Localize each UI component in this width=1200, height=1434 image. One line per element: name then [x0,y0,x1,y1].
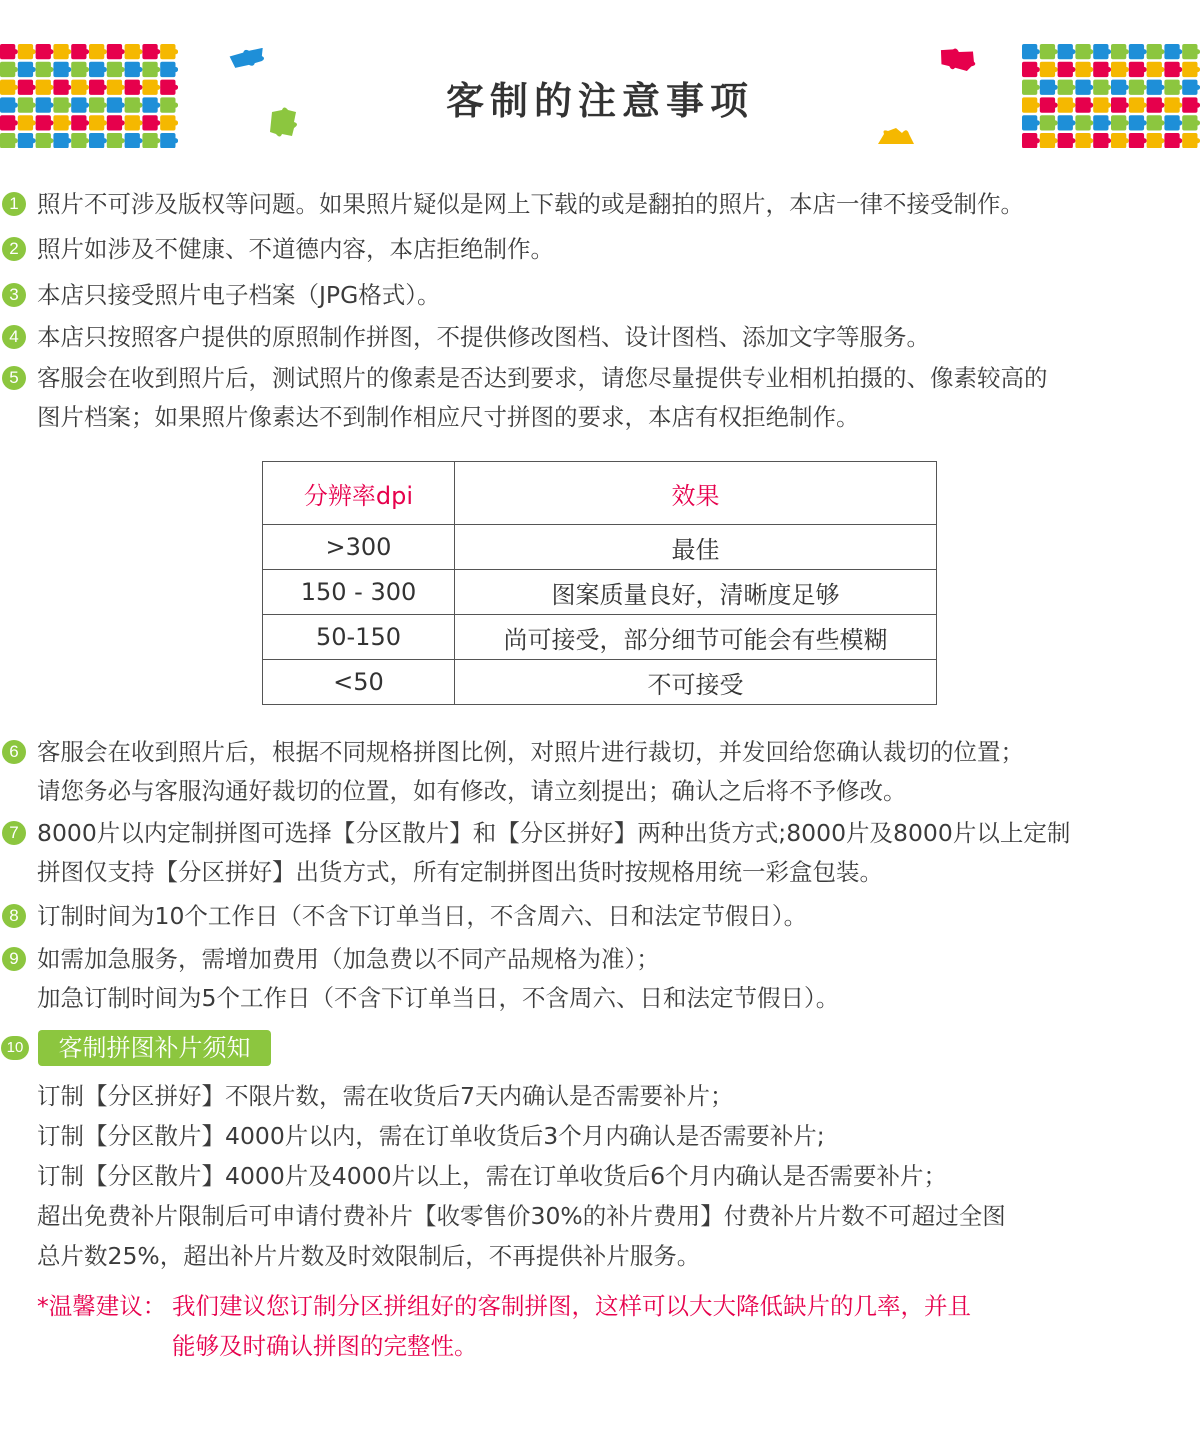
puzzle-knob [1035,138,1040,143]
number-badge: 1 [2,192,26,216]
cell-effect: 不可接受 [455,660,937,705]
puzzle-knob [1035,49,1040,54]
header-resolution: 分辨率dpi [263,462,455,525]
cell-effect: 尚可接受，部分细节可能会有些模糊 [455,615,937,660]
cell-effect: 图案质量良好，清晰度足够 [455,570,937,615]
notice-text: 照片如涉及不健康、不道德内容，本店拒绝制作。 [37,235,554,263]
puzzle-knob [1195,138,1200,143]
table-row [263,525,937,570]
puzzle-knob [173,138,178,143]
puzzle-knob [1070,49,1075,54]
cell-resolution: >300 [263,525,455,570]
blue-puzzle-piece-icon [228,48,268,68]
notice-text: 照片不可涉及版权等问题。如果照片疑似是网上下载的或是翻拍的照片，本店一律不接受制作。 [37,190,1024,218]
puzzle-knob [1053,138,1058,143]
puzzle-knob [84,138,89,143]
puzzle-knob [48,49,53,54]
refill-text: 总片数25%，超出补片片数及时效限制后，不再提供补片服务。 [37,1242,701,1270]
puzzle-knob [1124,138,1129,143]
table-row [263,570,937,615]
puzzle-knob [66,138,71,143]
puzzle-knob [1106,49,1111,54]
puzzle-knob [120,138,125,143]
cell-resolution: 150 - 300 [263,570,455,615]
yellow-puzzle-piece-icon [876,124,916,146]
resolution-table [262,461,937,705]
notice-text: 拼图仅支持【分区拼好】出货方式，所有定制拼图出货时按规格用统一彩盒包装。 [37,858,883,886]
number-badge: 6 [2,740,26,764]
table-row [263,615,937,660]
number-badge: 7 [2,821,26,845]
refill-text: 订制【分区散片】4000片及4000片以上，需在订单收货后6个月内确认是否需要补片； [37,1162,948,1190]
notice-text: 8000片以内定制拼图可选择【分区散片】和【分区拼好】两种出货方式;8000片及8000片以上定制 [37,819,1071,847]
puzzle-knob [13,138,18,143]
cell-resolution: 50-150 [263,615,455,660]
refill-text: 订制【分区拼好】不限片数，需在收货后7天内确认是否需要补片； [37,1082,734,1110]
notice-text: 图片档案；如果照片像素达不到制作相应尺寸拼图的要求，本店有权拒绝制作。 [37,403,860,431]
puzzle-knob [102,49,107,54]
puzzle-knob [102,138,107,143]
refill-notice-badge: 客制拼图补片须知 [38,1030,271,1066]
notice-text: 请您务必与客服沟通好裁切的位置，如有修改，请立刻提出；确认之后将不予修改。 [37,777,907,805]
refill-text: 订制【分区散片】4000片以内，需在订单收货后3个月内确认是否需要补片; [37,1122,825,1150]
puzzle-knob [1142,49,1147,54]
notice-text: 客服会在收到照片后，测试照片的像素是否达到要求，请您尽量提供专业相机拍摄的、像素较高的 [37,364,1048,392]
header-effect: 效果 [455,462,937,525]
puzzle-knob [1159,138,1164,143]
notice-text: 本店只接受照片电子档案（JPG格式）。 [37,281,441,309]
puzzle-knob [137,138,142,143]
tip-label: *温馨建议： [37,1292,167,1320]
puzzle-knob [155,138,160,143]
red-puzzle-piece-icon [938,48,978,72]
notice-text: 订制时间为10个工作日（不含下订单当日，不含周六、日和法定节假日）。 [37,902,808,930]
puzzle-knob [1159,49,1164,54]
number-badge: 3 [2,283,26,307]
puzzle-knob [30,49,35,54]
number-badge: 9 [2,947,26,971]
cell-effect: 最佳 [455,525,937,570]
number-badge: 8 [2,904,26,928]
puzzle-knob [1177,49,1182,54]
notice-text: 如需加急服务，需增加费用（加急费以不同产品规格为准）； [37,945,660,973]
puzzle-knob [120,49,125,54]
puzzle-knob [155,49,160,54]
notice-text: 客服会在收到照片后，根据不同规格拼图比例，对照片进行裁切，并发回给您确认裁切的位置； [37,738,1024,766]
puzzle-knob [1106,138,1111,143]
puzzle-knob [137,49,142,54]
puzzle-knob [1053,49,1058,54]
puzzle-knob [48,138,53,143]
tip-text: 能够及时确认拼图的完整性。 [172,1332,478,1360]
header-banner [0,0,1200,150]
number-badge: 5 [2,366,26,390]
puzzle-knob [1195,49,1200,54]
notice-text: 本店只按照客户提供的原照制作拼图，不提供修改图档、设计图档、添加文字等服务。 [37,323,930,351]
puzzle-knob [1142,138,1147,143]
page-title: 客制的注意事项 [445,79,754,123]
tip-text: 我们建议您订制分区拼组好的客制拼图，这样可以大大降低缺片的几率，并且 [172,1292,971,1320]
puzzle-knob [1088,49,1093,54]
puzzle-knob [13,49,18,54]
table-header-row [263,462,937,525]
number-badge: 10 [1,1036,29,1060]
puzzle-knob [1070,138,1075,143]
puzzle-knob [1088,138,1093,143]
puzzle-knob [30,138,35,143]
number-badge: 4 [2,325,26,349]
puzzle-knob [1177,138,1182,143]
notice-text: 加急订制时间为5个工作日（不含下订单当日，不含周六、日和法定节假日）。 [37,984,840,1012]
number-badge: 2 [2,237,26,261]
cell-resolution: <50 [263,660,455,705]
refill-text: 超出免费补片限制后可申请付费补片【收零售价30%的补片费用】付费补片片数不可超过全图 [37,1202,1006,1230]
puzzle-knob [66,49,71,54]
puzzle-knob [1124,49,1129,54]
table-row [263,660,937,705]
puzzle-knob [84,49,89,54]
puzzle-knob [173,49,178,54]
